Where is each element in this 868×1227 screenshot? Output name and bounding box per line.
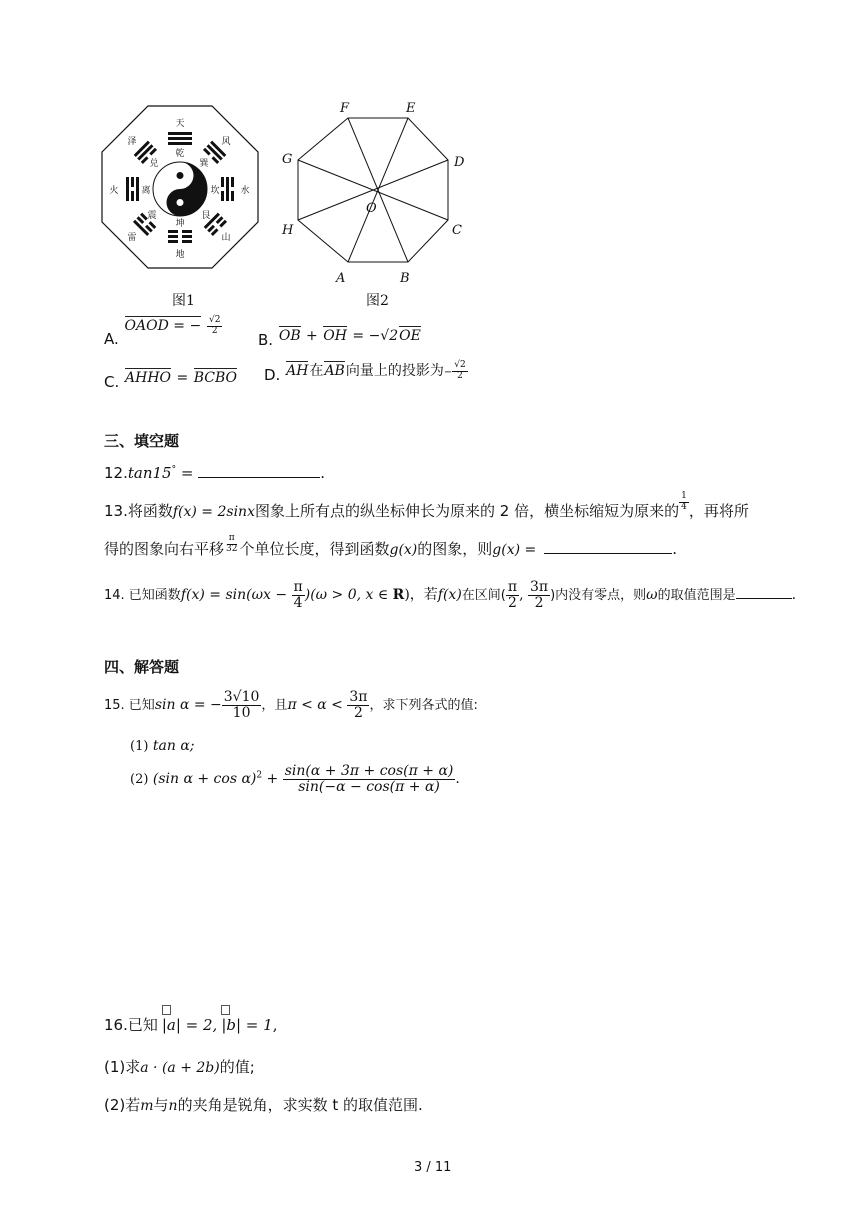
q14-text-a: 14. 已知函数 [104, 588, 181, 604]
q15-p2-end: . [455, 771, 460, 788]
q15-text-c: ，求下列各式的值: [369, 698, 478, 714]
vector-arrow-b [221, 1005, 230, 1015]
q14-frac-pi4: $\frac{\pi}{4}$ [293, 579, 303, 611]
q16-and: 与 [153, 1096, 169, 1114]
label-gen: 艮 [201, 211, 211, 221]
option-b-oe: OE [399, 328, 421, 344]
q12-end: . [320, 464, 325, 482]
q15-range-frac: $\frac{3\pi}{2}$ [349, 689, 368, 721]
q14-reals: R [392, 587, 405, 604]
q16-p2-tail: 的夹角是锐角，求实数 t 的取值范围. [177, 1096, 423, 1114]
vertex-B: B [400, 271, 410, 286]
q15-frac: $\frac{3√10}{10}$ [223, 689, 260, 721]
q15-p1-label: (1) [130, 739, 149, 754]
q13-answer-blank[interactable] [544, 553, 672, 554]
label-feng: 风 [221, 137, 231, 147]
vertex-E: E [406, 101, 416, 116]
q15-p2-sup: 2 [256, 770, 263, 781]
q13-text-a: 13.将函数 [104, 502, 173, 520]
page-number: 3 / 11 [414, 1160, 452, 1175]
vertex-D: D [454, 155, 465, 170]
vertex-A: A [336, 271, 346, 286]
option-d: D. AH在AB向量上的投影为− $\frac{√2}{2}$ [264, 360, 466, 384]
q15-p2-plus: + [262, 771, 283, 788]
option-a-letter: A. [104, 330, 119, 348]
q13-text-e: 个单位长度，得到函数 [239, 540, 390, 558]
q16-abs-b: |b| = 1 [221, 1016, 273, 1034]
label-huo: 火 [109, 186, 119, 196]
q16-vector-n: n [168, 1098, 178, 1114]
q14-text-e: )内没有零点，则 [550, 588, 647, 604]
option-a-expr: OAOD = − [124, 318, 202, 334]
section-3-title: 三、填空题 [104, 432, 180, 450]
q13-frac-pi32: $\frac{\pi}{32}$ [226, 533, 238, 554]
option-b-letter: B. [258, 331, 274, 349]
q16-end: , [272, 1016, 278, 1034]
question-14 [104, 580, 796, 610]
q14-omega: ω [646, 587, 658, 604]
figure-2-octagon [278, 98, 468, 288]
q12-equals: = [176, 464, 199, 482]
label-kan: 坎 [210, 186, 220, 196]
q16-text-a: 16.已知 [104, 1016, 158, 1034]
vertex-C: C [452, 223, 462, 238]
option-b-eq: = −√2 [347, 328, 399, 344]
q16-vector-m: m [140, 1098, 154, 1114]
q13-text-f: 的图象，则 [417, 540, 493, 558]
q15-part-1 [130, 738, 195, 754]
option-c-bcbo: BCBO [193, 370, 237, 386]
vertex-H: H [282, 223, 294, 238]
label-zhen: 震 [147, 211, 157, 221]
label-qian: 乾 [175, 149, 185, 159]
q14-text-c: )，若 [404, 587, 438, 604]
option-b-ob: OB [278, 328, 301, 344]
q12-degree: ° [171, 465, 177, 475]
q16-p1-expr: a · (a + 2b) [140, 1060, 220, 1076]
option-d-ah: AH [286, 363, 309, 379]
question-15 [104, 690, 478, 720]
q13-gx: g(x) [389, 542, 418, 558]
q13-text-c: ，再将所 [688, 502, 749, 520]
q14-end: . [791, 587, 797, 604]
q15-p1-expr: tan α; [152, 738, 195, 754]
question-16 [104, 1014, 277, 1035]
option-d-tail: 向量上的投影为 [345, 363, 444, 379]
q13-text-b: 图象上所有点的纵坐标伸长为原来的 2 倍，横坐标缩短为原来的 [254, 502, 680, 520]
option-b-plus: + [301, 328, 323, 344]
option-d-mid: 在 [309, 363, 324, 379]
option-c-eq: = [172, 370, 193, 386]
option-d-ab: AB [324, 363, 345, 379]
q15-part-2 [130, 764, 460, 794]
label-dui: 兑 [149, 159, 159, 169]
label-li: 离 [141, 186, 151, 196]
q15-p2-a: (sin α + cos α) [152, 771, 257, 788]
q12-number: 12. [104, 464, 128, 482]
label-xun: 巽 [199, 159, 209, 169]
q14-frac-3pi2: $\frac{3\pi}{2}$ [529, 579, 549, 611]
q14-function: f(x) = sin(ωx − [180, 587, 292, 604]
question-12 [104, 464, 325, 482]
q13-text-d: 得的图象向右平移 [104, 540, 225, 558]
label-shui: 水 [240, 186, 250, 196]
figure-1-bagua [100, 104, 260, 270]
label-ze: 泽 [127, 137, 137, 147]
q13-gx-eq: g(x) = [492, 542, 537, 558]
q14-answer-blank[interactable] [736, 598, 792, 599]
option-c [104, 368, 238, 391]
option-b [258, 326, 422, 349]
section-4-title: 四、解答题 [104, 658, 180, 676]
q12-answer-blank[interactable] [198, 477, 320, 478]
q16-part-2 [104, 1094, 423, 1115]
q15-p2-label: (2) [130, 772, 149, 788]
label-shan: 山 [221, 233, 231, 243]
label-lei: 雷 [127, 233, 137, 243]
label-tian: 天 [175, 119, 185, 129]
q16-part-1 [104, 1056, 255, 1077]
q16-abs-a: |a| = 2, [161, 1016, 218, 1034]
q16-p2-label: (2)若 [104, 1096, 141, 1114]
label-kun: 坤 [175, 219, 185, 229]
vertex-G: G [282, 152, 293, 167]
q14-domain: )(ω > 0, x ∈ [304, 587, 393, 604]
option-c-letter: C. [104, 373, 120, 391]
label-di: 地 [175, 250, 185, 260]
q15-p2-frac: $\frac{\sin(\alpha + 3\pi + \cos(\pi + \alpha)}{\sin(-\alpha - \cos(\pi + \alpha)}$ [284, 763, 454, 795]
q14-fx: f(x) [437, 587, 462, 604]
vector-arrow-a [162, 1005, 171, 1015]
q16-p1-label: (1)求 [104, 1058, 141, 1076]
q15-text-a: 15. 已知 [104, 698, 155, 714]
q14-comma: , [519, 587, 528, 604]
option-a [104, 315, 222, 348]
vertex-O: O [366, 201, 377, 216]
q12-expr: tan15 [127, 464, 172, 482]
q13-function: f(x) = 2sinx [172, 504, 255, 520]
vertex-F: F [340, 101, 350, 116]
q13-end: . [672, 540, 678, 558]
q13-frac-quarter: $\frac{1}{4}$ [681, 491, 687, 512]
figure-2-caption: 图2 [366, 293, 389, 309]
q14-text-g: 的取值范围是 [657, 588, 736, 604]
q15-text-b: ，且 [261, 698, 288, 714]
figure-1-caption: 图1 [172, 293, 195, 309]
option-d-frac: $\frac{√2}{2}$ [454, 360, 466, 381]
question-13-line-1 [104, 491, 749, 522]
q16-p1-tail: 的值; [219, 1058, 255, 1076]
q15-sin: sin α = − [154, 697, 222, 714]
question-13-line-2 [104, 533, 678, 560]
option-d-letter: D. [264, 366, 281, 384]
q14-frac-pi2: $\frac{\pi}{2}$ [507, 579, 518, 611]
q14-text-d: 在区间( [461, 588, 506, 604]
option-a-frac: $\frac{√2}{2}$ [208, 315, 221, 336]
option-c-ahho: AHHO [125, 370, 172, 386]
q15-range: π < α < [287, 697, 348, 714]
option-b-oh: OH [323, 328, 347, 344]
